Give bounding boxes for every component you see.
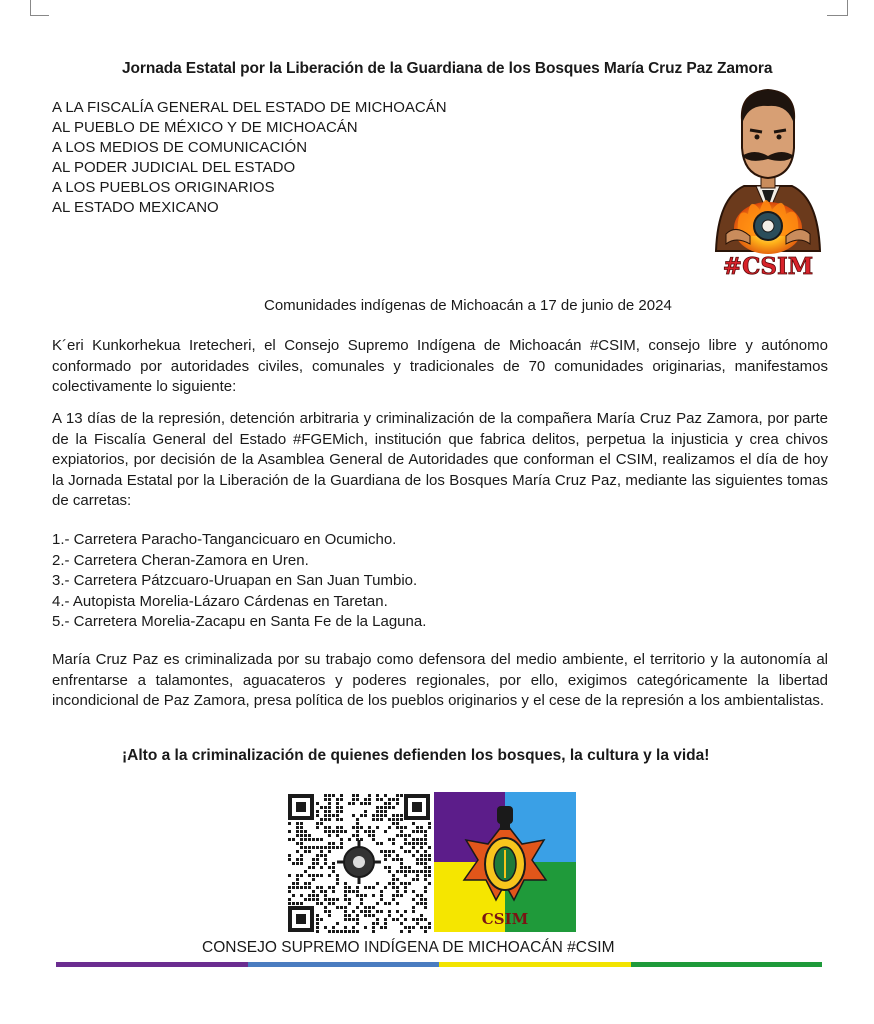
stripe-blue <box>248 962 440 967</box>
list-item: 5.- Carretera Morelia-Zacapu en Santa Fe de la Laguna. <box>52 613 427 630</box>
crop-mark-top-right <box>827 0 848 16</box>
organization-name: CONSEJO SUPREMO INDÍGENA DE MICHOACÁN #CSIM <box>202 939 615 956</box>
addressee-item: AL PUEBLO DE MÉXICO Y DE MICHOACÁN <box>52 119 358 136</box>
addressee-item: AL ESTADO MEXICANO <box>52 199 219 216</box>
list-item: 1.- Carretera Paracho-Tangancicuaro en Ocumicho. <box>52 531 397 548</box>
list-item: 2.- Carretera Cheran-Zamora en Uren. <box>52 551 309 569</box>
qr-code <box>286 792 432 934</box>
slogan: ¡Alto a la criminalización de quienes defienden los bosques, la cultura y la vida! <box>122 747 710 764</box>
addressee-item: A LA FISCALÍA GENERAL DEL ESTADO DE MICHOACÁN <box>52 99 447 116</box>
addressee-item: A LOS MEDIOS DE COMUNICACIÓN <box>52 139 308 156</box>
emblem-label: CSIM <box>481 910 529 928</box>
portrait-hashtag: #CSIM <box>722 253 814 280</box>
crop-mark-top-left <box>30 0 49 16</box>
addressee-item: A LOS PUEBLOS ORIGINARIOS <box>52 179 275 196</box>
intro-paragraph: K´eri Kunkorhekua Iretecheri, el Consejo Supremo Indígena de Michoacán #CSIM, consejo libre y autónomo conformado por autoridades civiles, comunales y tradicionales de 70 comunidades originarias, manifestamos colectivamente lo siguiente: <box>52 337 828 395</box>
demand-paragraph: María Cruz Paz es criminalizada por su trabajo como defensora del medio ambiente, el territorio y la autonomía al enfrentarse a talamontes, aguacateros y poderes regionales, por ello, exigimos categóricamente la libertad incondicional de Paz Zamora, presa política de los pueblos originarios y el cese de la represión a los ambientalistas. <box>52 651 828 709</box>
list-item: 3.- Carretera Pátzcuaro-Uruapan en San Juan Tumbio. <box>52 572 418 589</box>
list-item: 4.- Autopista Morelia-Lázaro Cárdenas en Taretan. <box>52 592 388 610</box>
addressee-item: AL PODER JUDICIAL DEL ESTADO <box>52 159 296 176</box>
statement-paragraph: A 13 días de la represión, detención arbitraria y criminalización de la compañera María Cruz Paz Zamora, por parte de la Fiscalía General del Estado #FGEMich, institución que fabrica delitos, perpetua la injusticia y crea chivos expiatorios, por decisión de la Asamblea General de Autoridades que conforman el CSIM, realizamos el día de hoy la Jornada Estatal por la Liberación de la Guardiana de los Bosques María Cruz Paz, mediante las siguientes tomas de carretas: <box>52 410 828 509</box>
stripe-yellow <box>439 962 631 967</box>
addressee-list <box>52 98 447 218</box>
dateline: Comunidades indígenas de Michoacán a 17 de junio de 2024 <box>264 297 672 314</box>
stripe-purple <box>56 962 248 967</box>
color-stripe-divider <box>56 962 822 967</box>
document-title: Jornada Estatal por la Liberación de la Guardiana de los Bosques María Cruz Paz Zamora <box>122 60 773 77</box>
stripe-green <box>631 962 823 967</box>
csim-emblem <box>434 792 576 932</box>
portrait-logo <box>706 86 830 282</box>
road-blockade-list <box>52 530 426 633</box>
